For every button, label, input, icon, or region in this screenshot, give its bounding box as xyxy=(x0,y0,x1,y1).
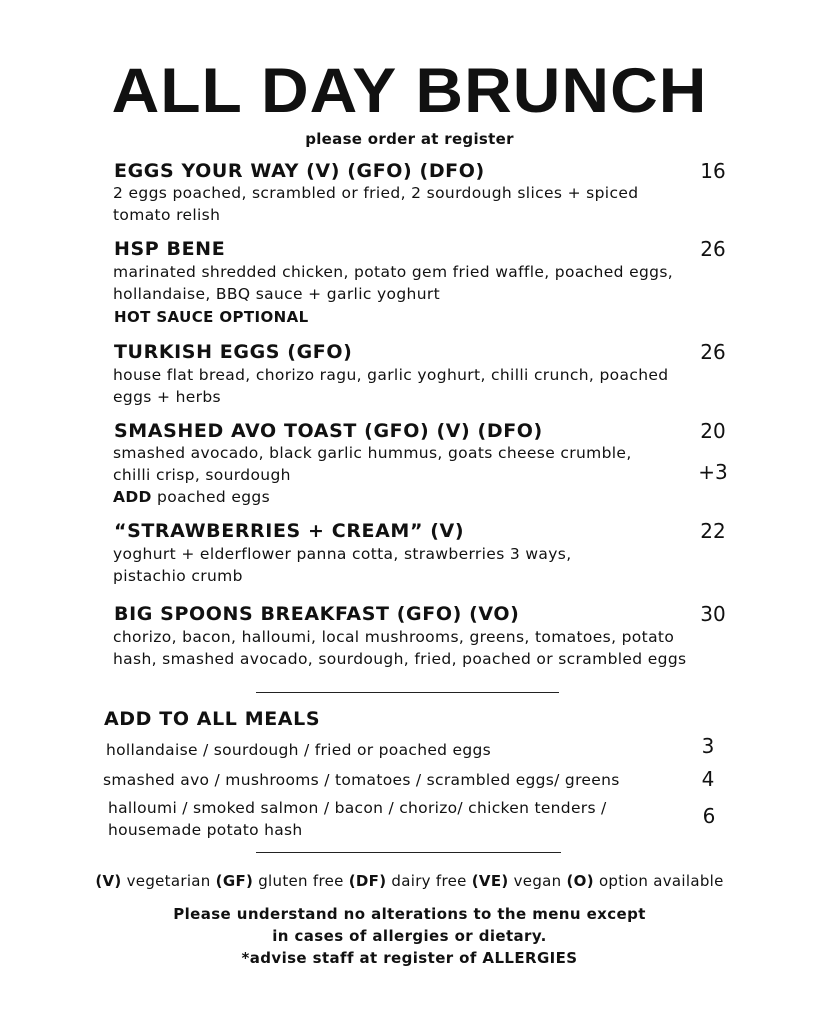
menu-subtitle: please order at register xyxy=(305,130,514,148)
notice-line: in cases of allergies or dietary. xyxy=(272,927,547,945)
item-description-line: eggs + herbs xyxy=(113,388,221,406)
item-addon-text: poached eggs xyxy=(151,488,271,506)
item-name: EGGS YOUR WAY (V) (GFO) (DFO) xyxy=(114,160,485,182)
item-price: 30 xyxy=(700,602,726,626)
allergy-notice xyxy=(0,903,819,969)
add-row-text: hollandaise / sourdough / fried or poached eggs xyxy=(106,741,492,759)
item-description-line: chorizo, bacon, halloumi, local mushrooms, greens, tomatoes, potato xyxy=(113,628,675,646)
legend-label: vegan xyxy=(508,872,567,890)
item-description-line: smashed avocado, black garlic hummus, goats cheese crumble, xyxy=(113,444,632,462)
legend-code: (VE) xyxy=(471,872,509,890)
item-description-line: house flat bread, chorizo ragu, garlic yoghurt, chilli crunch, poached xyxy=(113,366,669,384)
item-addon xyxy=(113,486,270,508)
item-name: SMASHED AVO TOAST (GFO) (V) (DFO) xyxy=(114,420,543,442)
section-divider xyxy=(256,692,559,693)
legend-code: (DF) xyxy=(348,872,387,890)
item-description-line: hollandaise, BBQ sauce + garlic yoghurt xyxy=(113,285,441,303)
item-name: TURKISH EGGS (GFO) xyxy=(114,341,353,363)
item-price: 16 xyxy=(700,159,726,183)
item-name: HSP BENE xyxy=(114,238,226,260)
item-description-line: chilli crisp, sourdough xyxy=(113,466,291,484)
legend-label: dairy free xyxy=(386,872,472,890)
item-addon-label: ADD xyxy=(113,488,152,506)
item-name: “STRAWBERRIES + CREAM” (V) xyxy=(114,520,465,542)
item-name: BIG SPOONS BREAKFAST (GFO) (VO) xyxy=(114,603,520,625)
legend-code: (V) xyxy=(95,872,122,890)
notice-line: Please understand no alterations to the menu except xyxy=(173,905,646,923)
item-description-line: 2 eggs poached, scrambled or fried, 2 sourdough slices + spiced xyxy=(113,184,639,202)
item-description-line: tomato relish xyxy=(113,206,221,224)
item-price: 26 xyxy=(700,237,726,261)
item-description-line: pistachio crumb xyxy=(113,567,243,585)
add-row-price: 3 xyxy=(701,734,715,758)
item-description-line: hash, smashed avocado, sourdough, fried, poached or scrambled eggs xyxy=(113,650,687,668)
legend-label: option available xyxy=(593,872,724,890)
legend-label: gluten free xyxy=(253,872,349,890)
add-row-price: 6 xyxy=(702,804,716,828)
add-row-text: housemade potato hash xyxy=(108,821,303,839)
legend-label: vegetarian xyxy=(121,872,216,890)
add-row-price: 4 xyxy=(701,767,715,791)
add-row-text: halloumi / smoked salmon / bacon / chorizo/ chicken tenders / xyxy=(108,799,607,817)
legend-code: (O) xyxy=(566,872,594,890)
notice-line: *advise staff at register of ALLERGIES xyxy=(241,949,578,967)
item-note: HOT SAUCE OPTIONAL xyxy=(114,308,309,326)
item-price: 20 xyxy=(700,419,726,443)
add-section-heading: ADD TO ALL MEALS xyxy=(104,708,321,730)
item-addon-price: +3 xyxy=(698,460,728,484)
section-divider xyxy=(256,852,561,853)
menu-title: ALL DAY BRUNCH xyxy=(111,54,708,126)
dietary-legend xyxy=(0,872,819,890)
item-description-line: marinated shredded chicken, potato gem fried waffle, poached eggs, xyxy=(113,263,674,281)
add-row-text: smashed avo / mushrooms / tomatoes / scrambled eggs/ greens xyxy=(103,771,620,789)
item-description-line: yoghurt + elderflower panna cotta, strawberries 3 ways, xyxy=(113,545,572,563)
item-price: 22 xyxy=(700,519,726,543)
legend-code: (GF) xyxy=(215,872,254,890)
item-price: 26 xyxy=(700,340,726,364)
